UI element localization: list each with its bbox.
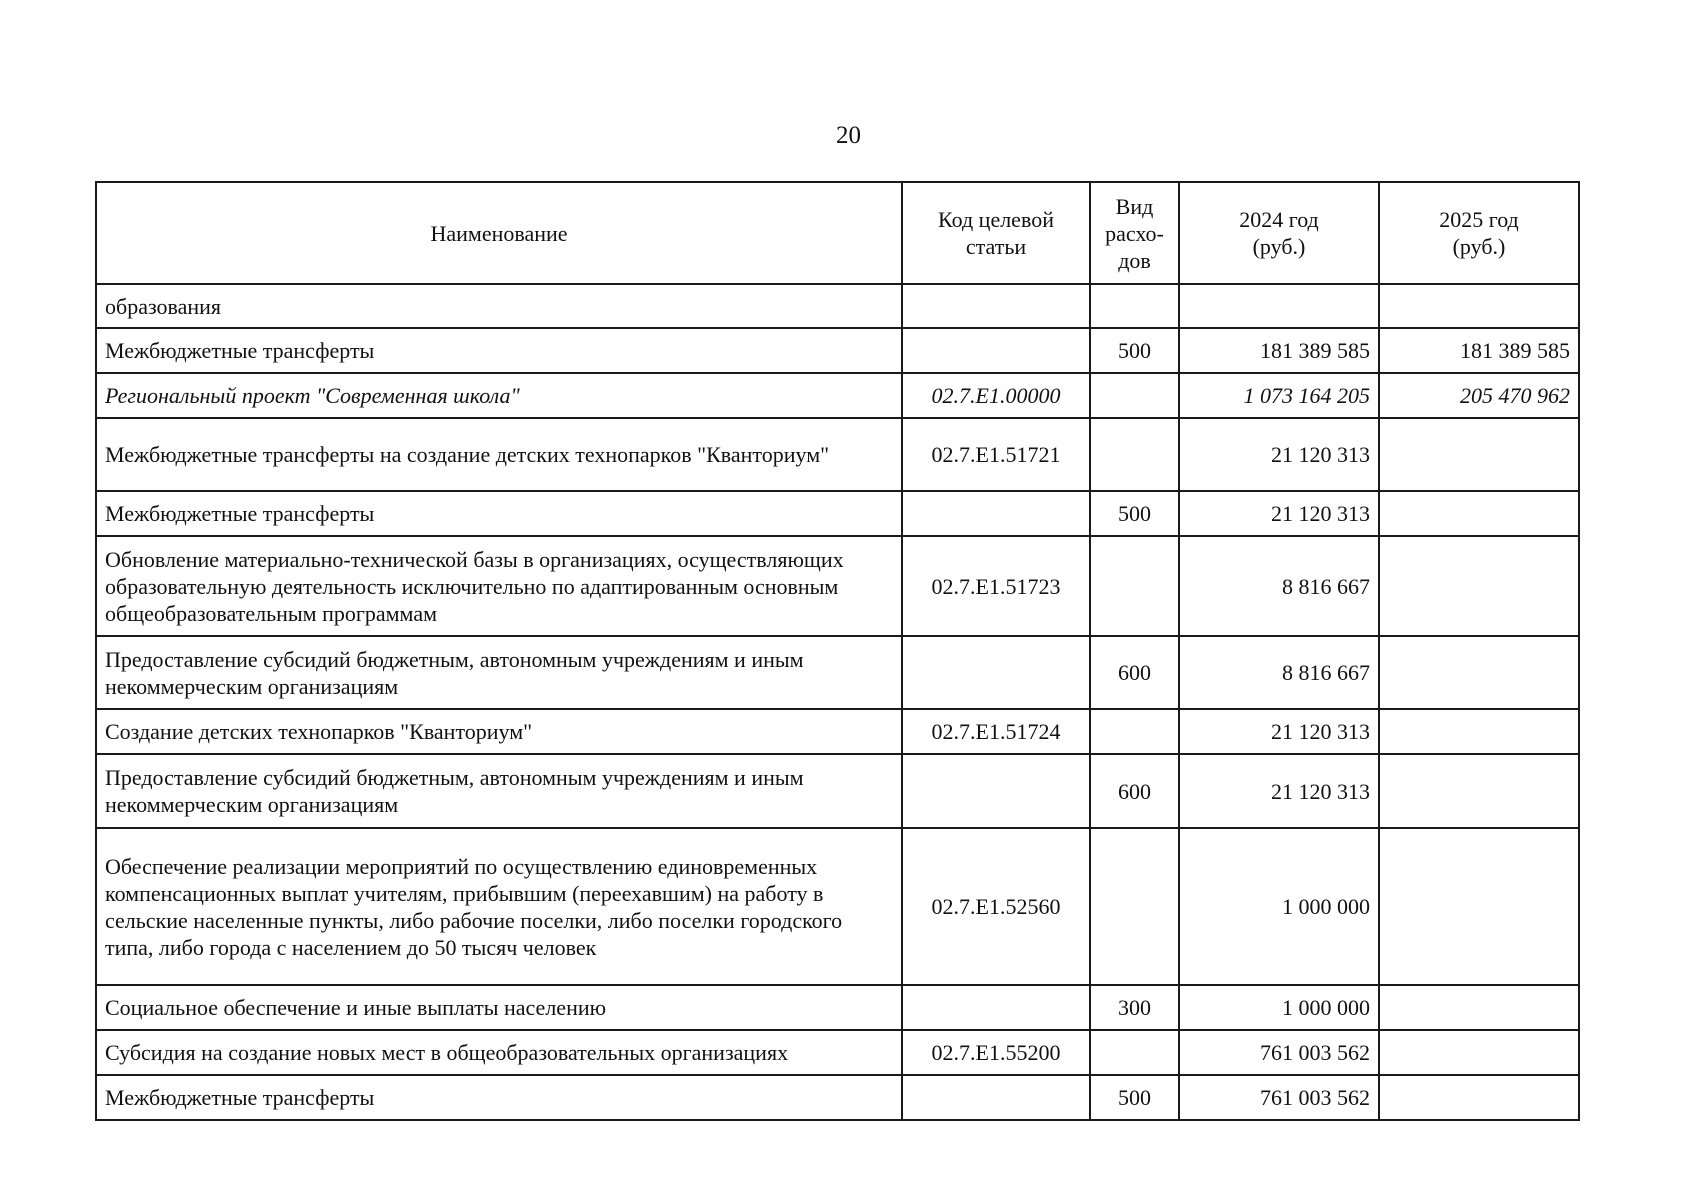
header-code-line2: статьи — [965, 234, 1027, 259]
row-name: Предоставление субсидий бюджетным, автономным учреждениям и иным некоммерческим организациям — [96, 754, 902, 828]
row-code — [902, 636, 1090, 709]
row-name: Межбюджетные трансферты — [96, 328, 902, 373]
row-type — [1090, 1030, 1179, 1075]
row-name: Субсидия на создание новых мест в общеобразовательных организациях — [96, 1030, 902, 1075]
table-row — [96, 828, 1579, 985]
row-code: 02.7.E1.51723 — [902, 536, 1090, 636]
table-row — [96, 1075, 1579, 1120]
row-name: Создание детских технопарков "Кванториум" — [96, 709, 902, 754]
row-2025 — [1379, 828, 1579, 985]
header-2024-line2: (руб.) — [1252, 234, 1306, 259]
row-2025: 181 389 585 — [1379, 328, 1579, 373]
row-2024: 21 120 313 — [1179, 491, 1379, 536]
row-2025 — [1379, 636, 1579, 709]
row-code — [902, 328, 1090, 373]
row-code — [902, 985, 1090, 1030]
row-type — [1090, 418, 1179, 491]
table-row — [96, 1030, 1579, 1075]
row-code — [902, 284, 1090, 328]
row-code: 02.7.E1.51724 — [902, 709, 1090, 754]
row-2024: 181 389 585 — [1179, 328, 1379, 373]
table-row — [96, 536, 1579, 636]
row-2025 — [1379, 1075, 1579, 1120]
row-type — [1090, 373, 1179, 418]
header-code — [902, 182, 1090, 284]
row-2024: 1 073 164 205 — [1179, 373, 1379, 418]
row-type — [1090, 828, 1179, 985]
row-name: Межбюджетные трансферты — [96, 1075, 902, 1120]
header-2025-line1: 2025 год — [1439, 207, 1519, 232]
row-name: Межбюджетные трансферты — [96, 491, 902, 536]
header-2024 — [1179, 182, 1379, 284]
header-type-line3: дов — [1118, 247, 1151, 273]
row-name: Социальное обеспечение и иные выплаты населению — [96, 985, 902, 1030]
row-code: 02.7.E1.52560 — [902, 828, 1090, 985]
row-type — [1090, 536, 1179, 636]
row-name: Предоставление субсидий бюджетным, автономным учреждениям и иным некоммерческим организациям — [96, 636, 902, 709]
table-row — [96, 418, 1579, 491]
row-code: 02.7.E1.00000 — [902, 373, 1090, 418]
row-2025 — [1379, 418, 1579, 491]
header-name: Наименование — [96, 182, 902, 284]
row-2024 — [1179, 284, 1379, 328]
budget-table — [95, 181, 1580, 1121]
row-code — [902, 491, 1090, 536]
table-row — [96, 636, 1579, 709]
row-name: Обновление материально-технической базы в организациях, осуществляющих образовательную деятельность исключительно по адаптированным основным общеобразовательным программам — [96, 536, 902, 636]
row-type: 600 — [1090, 754, 1179, 828]
row-2025 — [1379, 709, 1579, 754]
table-row — [96, 491, 1579, 536]
row-code — [902, 754, 1090, 828]
row-2025 — [1379, 284, 1579, 328]
row-2024: 21 120 313 — [1179, 418, 1379, 491]
row-type: 500 — [1090, 491, 1179, 536]
row-name: образования — [96, 284, 902, 328]
row-type: 300 — [1090, 985, 1179, 1030]
row-2025 — [1379, 536, 1579, 636]
row-2024: 8 816 667 — [1179, 636, 1379, 709]
row-2025 — [1379, 1030, 1579, 1075]
row-2024: 8 816 667 — [1179, 536, 1379, 636]
row-name: Обеспечение реализации мероприятий по осуществлению единовременных компенсационных выплат учителям, прибывшим (переехавшим) на работу в сельские населенные пункты, либо рабочие поселки, либо поселки городского типа, либо города с населением до 50 тысяч человек — [96, 828, 902, 985]
table-row — [96, 284, 1579, 328]
row-code — [902, 1075, 1090, 1120]
row-code: 02.7.E1.55200 — [902, 1030, 1090, 1075]
row-type — [1090, 709, 1179, 754]
header-type-line2: расхо- — [1105, 220, 1164, 246]
row-type: 500 — [1090, 328, 1179, 373]
row-2024: 1 000 000 — [1179, 985, 1379, 1030]
row-2024: 21 120 313 — [1179, 709, 1379, 754]
table-row — [96, 754, 1579, 828]
row-code: 02.7.E1.51721 — [902, 418, 1090, 491]
header-2024-line1: 2024 год — [1239, 207, 1319, 232]
page-number: 20 — [836, 122, 861, 149]
row-2025: 205 470 962 — [1379, 373, 1579, 418]
row-type: 600 — [1090, 636, 1179, 709]
row-name: Межбюджетные трансферты на создание детских технопарков "Кванториум" — [96, 418, 902, 491]
row-2024: 1 000 000 — [1179, 828, 1379, 985]
row-type: 500 — [1090, 1075, 1179, 1120]
row-2025 — [1379, 491, 1579, 536]
table-row — [96, 328, 1579, 373]
row-type — [1090, 284, 1179, 328]
header-2025 — [1379, 182, 1579, 284]
row-2024: 761 003 562 — [1179, 1075, 1379, 1120]
header-2025-line2: (руб.) — [1452, 234, 1506, 259]
row-2025 — [1379, 985, 1579, 1030]
header-type — [1090, 182, 1179, 284]
table-header-row — [96, 182, 1579, 284]
row-2024: 21 120 313 — [1179, 754, 1379, 828]
row-2024: 761 003 562 — [1179, 1030, 1379, 1075]
table-row-project — [96, 373, 1579, 418]
header-code-line1: Код целевой — [938, 207, 1054, 232]
row-2025 — [1379, 754, 1579, 828]
table-row — [96, 985, 1579, 1030]
table-row — [96, 709, 1579, 754]
row-name: Региональный проект "Современная школа" — [96, 373, 902, 418]
header-type-line1: Вид — [1115, 193, 1154, 219]
